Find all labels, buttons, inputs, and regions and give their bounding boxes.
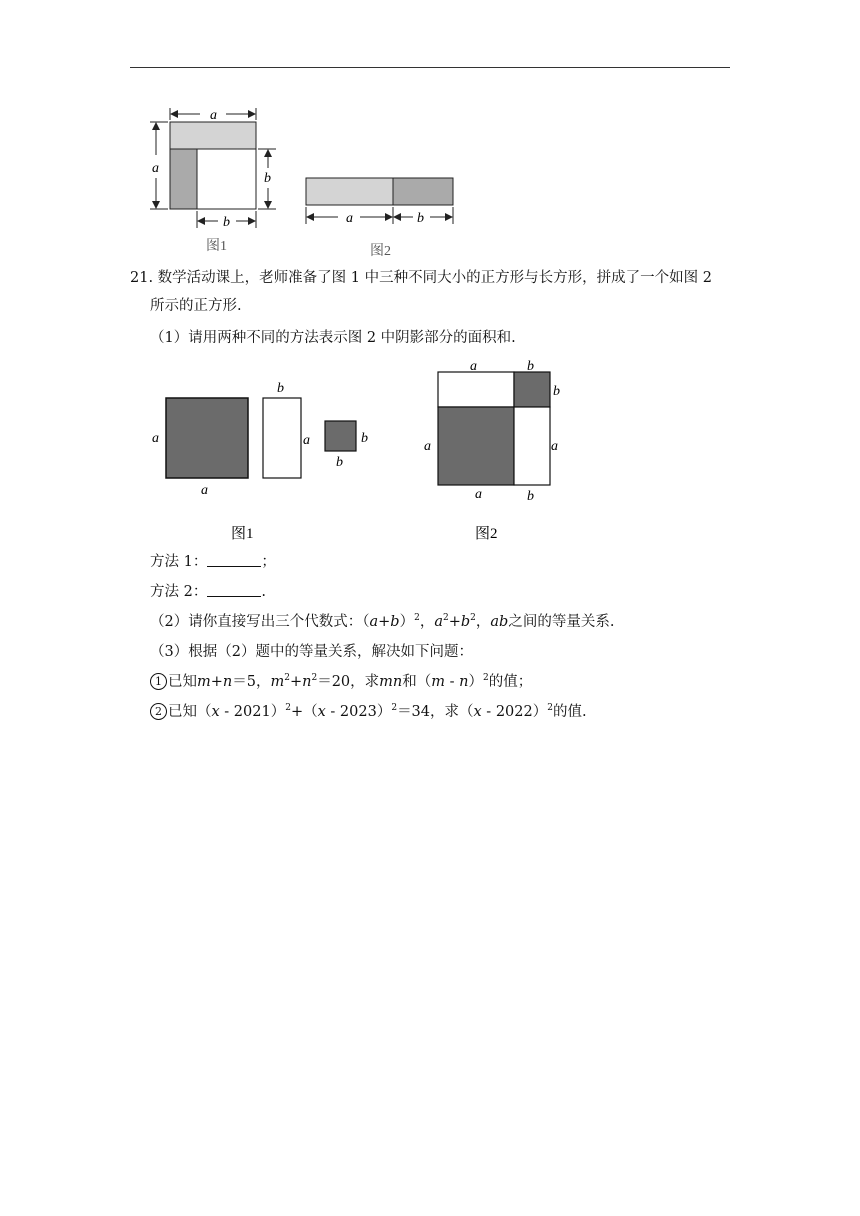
exponent: 2 <box>547 703 553 713</box>
circled-number: 2 <box>150 703 167 720</box>
var: a <box>434 614 443 630</box>
label: a <box>152 431 159 446</box>
exponent: 2 <box>470 613 476 623</box>
label: a <box>424 439 431 454</box>
caption: 图1 <box>231 526 254 542</box>
var: ab <box>490 614 509 630</box>
op: + <box>378 614 391 630</box>
label: b <box>527 359 534 374</box>
text: ＝20，求 <box>317 674 380 690</box>
text: ＝34，求（ <box>397 704 474 720</box>
header-rule <box>130 67 730 68</box>
label: a <box>152 161 159 176</box>
text: 的值； <box>488 674 533 690</box>
problem-figure-1 <box>145 378 385 544</box>
text: 的值. <box>552 704 587 720</box>
label: b <box>361 431 368 446</box>
text: ， <box>475 614 491 630</box>
op: - <box>445 674 460 690</box>
text: - 2022） <box>481 704 548 720</box>
label: b <box>264 171 271 186</box>
var: b <box>460 614 471 630</box>
label: b <box>417 211 424 226</box>
op: + <box>210 674 223 690</box>
exponent: 2 <box>442 613 449 623</box>
exponent: 2 <box>311 673 318 683</box>
top-figure-2 <box>300 170 460 262</box>
var: x <box>473 704 482 720</box>
label: b <box>336 455 343 470</box>
problem-number: 21. <box>130 270 154 286</box>
exponent: 2 <box>285 703 291 713</box>
text: +（ <box>290 704 318 720</box>
text: 之间的等量关系. <box>508 614 615 630</box>
problem-stem-line-1 <box>130 268 712 288</box>
label: b <box>527 489 534 504</box>
label: b <box>223 215 230 230</box>
caption: 图2 <box>370 244 391 259</box>
circled-number: 1 <box>150 673 167 690</box>
caption: 图2 <box>475 526 498 542</box>
text: - 2023） <box>325 704 392 720</box>
label: b <box>553 384 560 399</box>
exponent: 2 <box>482 673 489 683</box>
label: a <box>210 108 217 123</box>
text: ） <box>468 674 483 690</box>
question-2 <box>150 702 587 722</box>
var: x <box>317 704 326 720</box>
method-1 <box>150 552 276 572</box>
exponent: 2 <box>284 673 290 683</box>
label: a <box>346 211 353 226</box>
part-2 <box>150 612 614 632</box>
label: a <box>475 487 482 502</box>
label: b <box>277 381 284 396</box>
problem-stem-line-2: 所示的正方形. <box>150 298 242 314</box>
text: ） <box>399 614 415 630</box>
text: ， <box>419 614 435 630</box>
var: mn <box>379 674 403 690</box>
answer-blank[interactable] <box>207 583 261 597</box>
problem-stem: 数学活动课上，老师准备了图 1 中三种不同大小的正方形与长方形，拼成了一个如图 2 <box>157 270 712 286</box>
var: n <box>302 674 312 690</box>
problem-figure-2 <box>415 355 575 545</box>
op: + <box>448 614 461 630</box>
text: （2）请你直接写出三个代数式：（ <box>150 614 370 630</box>
part-3: （3）根据（2）题中的等量关系，解决如下问题： <box>150 644 473 660</box>
label: a <box>470 359 477 374</box>
exponent: 2 <box>391 703 398 713</box>
var: m <box>270 674 285 690</box>
var: n <box>222 674 233 690</box>
answer-blank[interactable] <box>207 553 261 567</box>
punct: ； <box>261 554 276 570</box>
var: a <box>369 614 379 630</box>
op: + <box>289 674 303 690</box>
var: m <box>197 674 211 690</box>
var: m <box>431 674 445 690</box>
var: n <box>459 674 469 690</box>
text: 已知 <box>168 674 197 690</box>
method-1-label: 方法 1： <box>150 554 208 570</box>
exponent: 2 <box>414 613 420 623</box>
method-2 <box>150 582 266 602</box>
caption: 图1 <box>206 239 227 254</box>
text: 已知（ <box>168 704 212 720</box>
text: ＝5， <box>232 674 271 690</box>
question-1 <box>150 672 532 692</box>
label: a <box>201 483 208 498</box>
method-2-label: 方法 2： <box>150 584 208 600</box>
text: 和（ <box>402 674 432 690</box>
punct: . <box>261 584 266 600</box>
part-1: （1）请用两种不同的方法表示图 2 中阴影部分的面积和. <box>150 330 516 346</box>
text: - 2021） <box>219 704 286 720</box>
top-figure-1 <box>140 100 290 260</box>
var: x <box>211 704 220 720</box>
label: a <box>303 433 310 448</box>
var: b <box>390 614 400 630</box>
label: a <box>551 439 558 454</box>
